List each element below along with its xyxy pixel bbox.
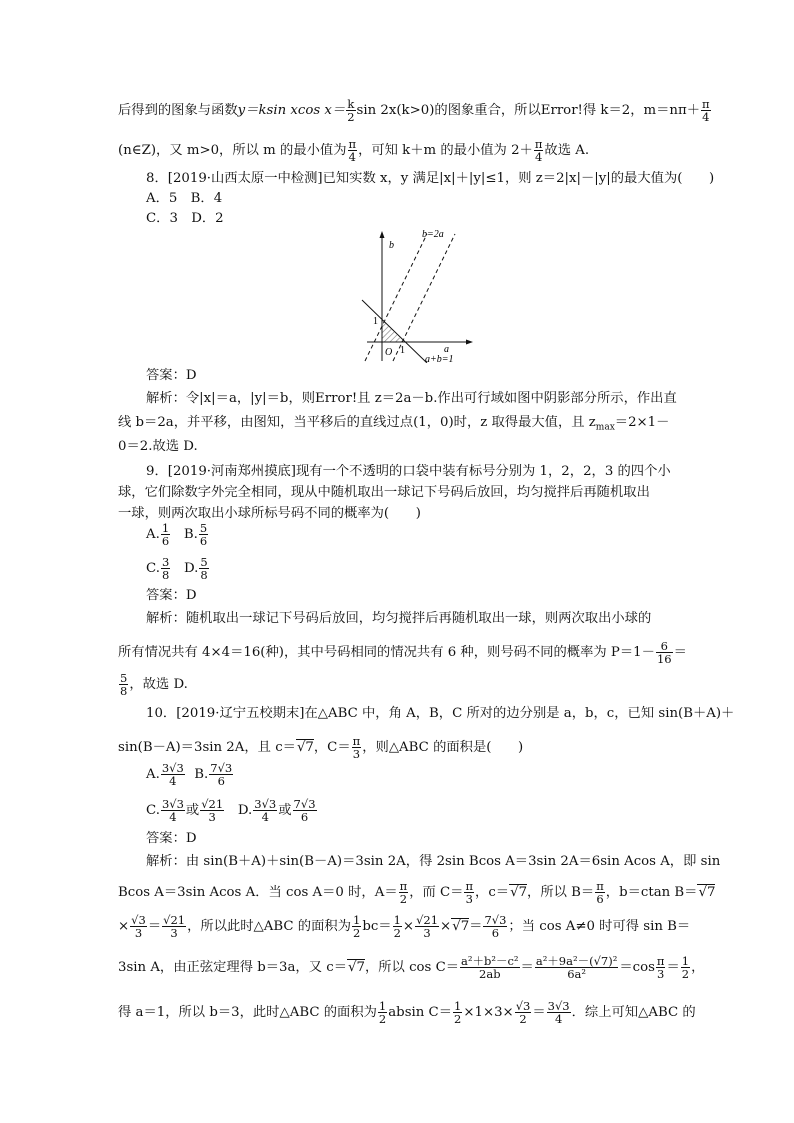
fraction: $\frac{√21}{3}$ [416, 913, 439, 940]
fraction: $\frac{\pi}{6}$ [596, 879, 604, 906]
fraction: $\frac{7√3}{6}$ [484, 913, 507, 940]
question-10-answer: 答案：D [146, 831, 197, 846]
fraction: $\frac{5}{8}$ [120, 671, 128, 698]
fraction: $\frac{6}{16}$ [656, 639, 672, 666]
fraction: $\frac{√3}{3}$ [131, 913, 146, 940]
question-10-solution: 解析：由 sin(B＋A)＋sin(B－A)＝3sin 2A，得 2sin Bcos A＝3sin 2A＝6sin Acos A，即 sin [146, 854, 721, 869]
fraction: $\frac{1}{2}$ [681, 954, 690, 981]
label-origin: O [385, 347, 393, 358]
label-b: b [389, 240, 394, 251]
label-a: a [444, 344, 449, 355]
fraction: $\frac{1}{6}$ [161, 521, 170, 548]
question-8-stem: 8．[2019·山西太原一中检测]已知实数 x，y 满足|x|＋|y|≤1，则 z＝2|x|－|y|的最大值为( ) [146, 171, 715, 186]
question-9-answer: 答案：D [146, 588, 197, 603]
question-9-stem: 球，它们除数字外完全相同，现从中随机取出一球记下号码后放回，均匀搅拌后再随机取出 [118, 485, 650, 500]
fraction: $\frac{\pi}{4}$ [348, 137, 357, 164]
fraction: $\frac{3}{8}$ [161, 555, 170, 582]
question-8-solution [118, 414, 669, 437]
fraction: $\frac{√3}{2}$ [515, 999, 531, 1026]
fraction: $\frac{\pi}{3}$ [656, 954, 665, 981]
fraction: $\frac{1}{2}$ [393, 913, 401, 940]
question-9-stem: 9．[2019·河南郑州摸底]现有一个不透明的口袋中装有标号分别为 1，2，2，3 的四个小 [146, 464, 671, 479]
question-10-solution: 3sin A，由正弦定理得 b＝3a，又 c＝√7，所以 cos C＝ $\frac{\text{a²＋b²－c²}}{2ab}$ ＝ $\frac{\text{a²＋9a²－(√7)²}}{\text{6a²}}$ ＝cos $\frac{\pi}{3}$ ＝ $\frac{1}{2}$ ， [118, 954, 705, 981]
fraction: $\frac{5}{6}$ [199, 521, 208, 548]
text: 故选 A. [544, 143, 590, 158]
label-b-2a: b=2a [422, 229, 444, 240]
fraction: $\frac{1}{2}$ [378, 999, 387, 1026]
fraction: $\frac{\pi}{4}$ [534, 137, 543, 164]
question-8-options-ab: A．5 B．4 [146, 191, 223, 206]
text: 线 b＝2a，并平移，由图知，当平移后的直线过点(1，0)时，z 取得最大值，且 z [118, 415, 596, 430]
fraction: $\frac{5}{8}$ [200, 555, 208, 582]
fraction: $\frac{3√3}{4}$ [254, 797, 277, 824]
fraction: $\frac{1}{2}$ [353, 913, 361, 940]
question-10-solution: 得 a＝1，所以 b＝3，此时△ABC 的面积为 $\frac{1}{2}$ absin C＝ $\frac{1}{2}$ ×1×3× $\frac{√3}{2}$ ＝ $\frac{3√3}{4}$ ．综上可知△ABC 的 [118, 999, 696, 1026]
label-1-x: 1 [400, 345, 405, 356]
sqrt: √7 [510, 885, 528, 900]
question-9-solution: 所有情况共有 4×4＝16(种)，其中号码相同的情况共有 6 种，则号码不同的概率为 P＝1－ $\frac{6}{16}$ ＝ [118, 639, 687, 666]
question-10-solution: Bcos A＝3sin Acos A．当 cos A＝0 时，A＝ $\frac{\pi}{2}$ ，而 C＝ $\frac{\pi}{3}$ ，c＝√7，所以 B＝ $\frac{\pi}{6}$ ，b＝ctan B＝√7 [118, 879, 716, 906]
sqrt: √7 [348, 960, 365, 975]
feasible-region-figure [345, 228, 473, 363]
a-axis-arrow [466, 340, 473, 345]
question-8-options-cd: C．3 D．2 [146, 211, 224, 226]
fraction: $\frac{\text{a²＋9a²－(√7)²}}{\text{6a²}}$ [535, 954, 618, 981]
fraction: $\frac{7√3}{6}$ [293, 797, 316, 824]
question-9-options-ab: A. $\frac{1}{6}$ B. $\frac{5}{6}$ [146, 521, 208, 548]
question-10-stem: 10．[2019·辽宁五校期末]在△ABC 中，角 A，B，C 所对的边分别是 a，b，c，已知 sin(B＋A)＋ [146, 706, 735, 721]
fraction: $\frac{3√3}{4}$ [161, 797, 184, 824]
question-8-solution: 0＝2.故选 D. [118, 439, 198, 454]
question-9-solution: 解析：随机取出一球记下号码后放回，均匀搅拌后再随机取出一球，则两次取出小球的 [146, 611, 652, 626]
shaded-region [382, 320, 404, 342]
sqrt: √7 [452, 919, 470, 934]
sqrt: √7 [296, 740, 314, 755]
question-10-options-ab: A. $\frac{3√3}{4}$ B. $\frac{7√3}{6}$ [146, 761, 233, 788]
fraction: $\frac{\pi}{4}$ [702, 97, 710, 124]
label-a-plus-b-1: a+b=1 [425, 354, 454, 363]
b-axis-arrow [380, 231, 385, 238]
text-line [118, 98, 712, 123]
text: sin 2x(k>0)的图象重合，所以Error!得 k＝2，m＝nπ＋ [356, 103, 701, 118]
question-10-stem: sin(B－A)＝3sin 2A，且 c＝√7，C＝ $\frac{\pi}{3}$ ，则△ABC 的面积是( ) [118, 734, 524, 761]
fraction: $\frac{k}{2}$ [347, 97, 355, 124]
question-8-solution: 解析：令|x|＝a，|y|＝b，则Error!且 z＝2a－b.作出可行域如图中阴影部分所示，作出直 [146, 391, 677, 406]
fraction: $\frac{\pi}{3}$ [352, 734, 361, 761]
text: (n∈Z)，又 m>0，所以 m 的最小值为 [118, 143, 347, 158]
question-8-answer: 答案：D [146, 368, 197, 383]
text: max [595, 422, 615, 433]
fraction: $\frac{3√3}{4}$ [161, 761, 184, 788]
fraction: $\frac{√21}{3}$ [201, 797, 224, 824]
label-1-y: 1 [373, 316, 378, 327]
fraction: $\frac{\pi}{2}$ [399, 879, 408, 906]
question-10-options-cd: C. $\frac{3√3}{4}$ 或 $\frac{√21}{3}$ D. $\frac{3√3}{4}$ 或 $\frac{7√3}{6}$ [146, 797, 316, 824]
fraction: $\frac{√21}{3}$ [163, 913, 186, 940]
text: ，可知 k＋m 的最小值为 2＋ [358, 143, 533, 158]
fraction: $\frac{3√3}{4}$ [547, 999, 570, 1026]
fraction: $\frac{\text{a²＋b²－c²}}{2ab}$ [461, 954, 519, 981]
question-9-stem: 一球，则两次取出小球所标号码不同的概率为( ) [118, 506, 421, 521]
fraction: $\frac{\pi}{3}$ [465, 879, 474, 906]
question-10-solution: × $\frac{√3}{3}$ ＝ $\frac{√21}{3}$ ，所以此时△ABC 的面积为 $\frac{1}{2}$ bc＝ $\frac{1}{2}$ × $\frac{√21}{3}$ ×√7＝ $\frac{7√3}{6}$ ；当 cos A≠0 时可得 sin B＝ [118, 913, 691, 940]
fraction: $\frac{1}{2}$ [454, 999, 462, 1026]
text: 后得到的图象与函数 [118, 103, 238, 118]
question-9-solution: $\frac{5}{8}$ ，故选 D. [120, 671, 188, 698]
line-a-plus-b [362, 300, 427, 363]
text: y＝ksin xcos x＝ [237, 103, 346, 118]
sqrt: √7 [698, 885, 716, 900]
text: ＝2×1－ [614, 415, 670, 430]
fraction: $\frac{7√3}{6}$ [210, 761, 233, 788]
question-9-options-cd: C. $\frac{3}{8}$ D. $\frac{5}{8}$ [146, 555, 208, 582]
text-line [118, 138, 589, 163]
